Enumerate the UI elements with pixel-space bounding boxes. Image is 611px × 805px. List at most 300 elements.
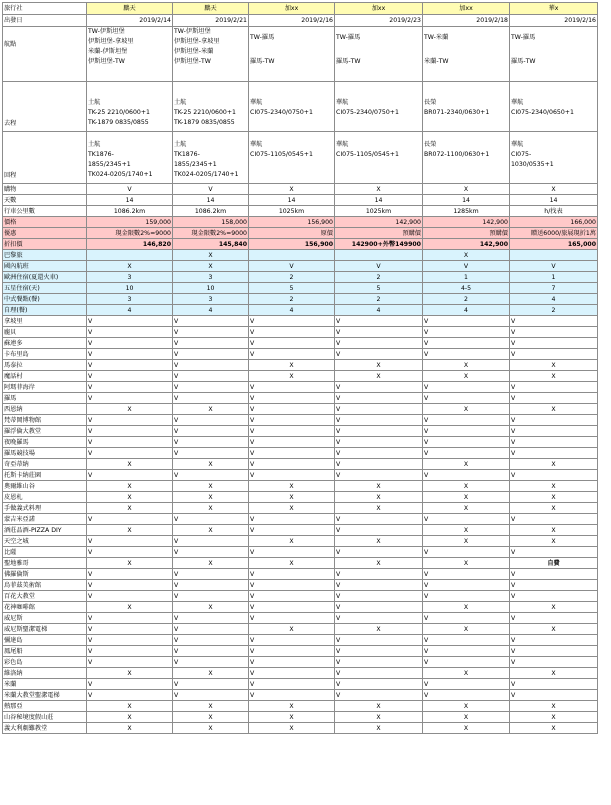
distance-cell: 1025km (335, 206, 423, 217)
attraction-mark: V (510, 547, 598, 558)
attraction-label: 龐貝 (3, 327, 87, 338)
attraction-mark: V (173, 547, 249, 558)
attraction-mark: X (423, 558, 510, 569)
stat-value: 4-5 (423, 283, 510, 294)
attraction-mark: X (249, 536, 335, 547)
attraction-mark: X (510, 404, 598, 415)
row-label-discount: 優惠 (3, 228, 87, 239)
attraction-mark: V (510, 613, 598, 624)
stat-value: 3 (87, 294, 173, 305)
price-cell: 142,900 (423, 217, 510, 228)
attraction-mark: V (173, 327, 249, 338)
flag-cell: V (173, 184, 249, 195)
attraction-mark: X (510, 668, 598, 679)
row-attraction (3, 646, 598, 657)
attraction-mark: V (510, 569, 598, 580)
outbound-line: 長榮 (424, 99, 437, 106)
attraction-mark: V (249, 547, 335, 558)
outbound-line: 土航 (174, 99, 187, 106)
flight-segment (336, 71, 421, 81)
row-attraction (3, 437, 598, 448)
flight-segment: 伊斯坦堡-拿坡里 (88, 38, 134, 45)
attraction-mark: V (510, 591, 598, 602)
row-attraction (3, 602, 598, 613)
attraction-mark: V (335, 338, 423, 349)
attraction-label: 天空之城 (3, 536, 87, 547)
attraction-mark: X (335, 503, 423, 514)
attraction-mark: V (335, 327, 423, 338)
attraction-mark: V (335, 580, 423, 591)
stat-value: X (173, 261, 249, 272)
final-price-cell: 142,900 (423, 239, 510, 250)
outbound-line: BR071-2340/0630+1 (424, 109, 490, 116)
flight-segment: 羅馬-TW (336, 58, 361, 65)
attraction-mark: X (423, 712, 510, 723)
return-line: 華航 (511, 141, 524, 148)
stat-label: 中式餐點(餐) (3, 294, 87, 305)
row-attraction (3, 668, 598, 679)
flight-segment: TW-羅馬 (250, 34, 275, 41)
attraction-mark: X (423, 668, 510, 679)
attraction-mark: V (423, 690, 510, 701)
row-attraction (3, 712, 598, 723)
row-flights (3, 27, 598, 82)
attraction-mark: X (249, 481, 335, 492)
attraction-mark: X (87, 525, 173, 536)
stat-value: 4 (173, 305, 249, 316)
stat-value: 1 (423, 272, 510, 283)
attraction-mark: V (249, 580, 335, 591)
row-attraction (3, 547, 598, 558)
attraction-mark: X (87, 701, 173, 712)
distance-cell: 1086.2km (173, 206, 249, 217)
row-attraction (3, 382, 598, 393)
attraction-mark: X (249, 492, 335, 503)
attraction-mark: X (510, 360, 598, 371)
attraction-mark: V (335, 404, 423, 415)
attraction-mark: X (510, 602, 598, 613)
attraction-mark: X (335, 536, 423, 547)
attraction-mark: V (423, 470, 510, 481)
row-attraction (3, 492, 598, 503)
row-attraction (3, 415, 598, 426)
return-line: 1855/2345+1 (174, 161, 217, 168)
attraction-mark: V (87, 371, 173, 382)
stat-value (87, 250, 173, 261)
stat-value: 3 (87, 272, 173, 283)
stat-value: 2 (335, 272, 423, 283)
attraction-mark: V (510, 580, 598, 591)
attraction-label: 手做義式料理 (3, 503, 87, 514)
attraction-mark: X (335, 360, 423, 371)
row-agency (3, 3, 598, 15)
attraction-mark: V (173, 382, 249, 393)
flag-cell: X (423, 184, 510, 195)
attraction-label: 羅浮倫大教堂 (3, 426, 87, 437)
row-stat (3, 294, 598, 305)
agency-cell: 加xx (335, 3, 423, 15)
attraction-mark: V (510, 437, 598, 448)
outbound-line: CI075-2340/0750+1 (336, 109, 399, 116)
discount-cell: 原價 (249, 228, 335, 239)
final-price-cell: 142900+外幣149900 (335, 239, 423, 250)
outbound-cell (510, 82, 598, 132)
attraction-mark: X (249, 360, 335, 371)
attraction-mark: V (173, 657, 249, 668)
agency-cell: 鵬天 (173, 3, 249, 15)
attraction-mark: V (335, 646, 423, 657)
days-cell: 14 (335, 195, 423, 206)
outbound-line: TK-25 2210/0600+1 (174, 109, 236, 116)
final-price-cell: 165,000 (510, 239, 598, 250)
attraction-mark: V (87, 360, 173, 371)
attraction-mark: V (173, 426, 249, 437)
return-line (250, 170, 333, 180)
attraction-mark: V (510, 635, 598, 646)
flights-cell (87, 27, 173, 82)
attraction-mark: V (87, 448, 173, 459)
row-attraction (3, 481, 598, 492)
stat-value: 2 (335, 294, 423, 305)
attraction-label: 阿瑪菲海岸 (3, 382, 87, 393)
flights-cell (335, 27, 423, 82)
row-label-days: 天數 (3, 195, 87, 206)
flag-cell: X (335, 184, 423, 195)
stat-value: X (173, 250, 249, 261)
attraction-mark: V (335, 657, 423, 668)
attraction-mark: V (335, 569, 423, 580)
row-attraction (3, 316, 598, 327)
return-line: 華航 (250, 141, 263, 148)
attraction-label: 西恩納 (3, 404, 87, 415)
attraction-mark: V (249, 338, 335, 349)
stat-value: 2 (249, 272, 335, 283)
stat-value: 2 (423, 294, 510, 305)
row-final-price (3, 239, 598, 250)
attraction-mark: V (423, 613, 510, 624)
attraction-mark: V (423, 426, 510, 437)
attraction-mark: X (87, 602, 173, 613)
departure-cell: 2019/2/16 (510, 15, 598, 27)
return-line: 土航 (174, 141, 187, 148)
agency-cell: 加xx (249, 3, 335, 15)
row-attraction (3, 679, 598, 690)
row-stat (3, 283, 598, 294)
attraction-mark: X (87, 558, 173, 569)
stat-value: X (87, 261, 173, 272)
attraction-mark: V (510, 657, 598, 668)
outbound-cell (173, 82, 249, 132)
flight-segment (250, 71, 333, 81)
flight-segment: 伊斯坦堡-TW (174, 58, 211, 65)
attraction-label: 蘇連多 (3, 338, 87, 349)
outbound-cell (249, 82, 335, 132)
attraction-mark: V (423, 338, 510, 349)
flag-cell: X (249, 184, 335, 195)
row-return (3, 132, 598, 184)
stat-value (335, 250, 423, 261)
row-attraction (3, 624, 598, 635)
attraction-mark: V (335, 470, 423, 481)
attraction-mark: V (87, 624, 173, 635)
attraction-mark: V (510, 338, 598, 349)
attraction-mark: V (510, 415, 598, 426)
stat-value: 4 (249, 305, 335, 316)
row-attraction (3, 371, 598, 382)
outbound-line (424, 118, 508, 128)
departure-cell: 2019/2/14 (87, 15, 173, 27)
departure-cell: 2019/2/16 (249, 15, 335, 27)
stat-value: V (423, 261, 510, 272)
attraction-mark: X (173, 558, 249, 569)
stat-value: 4 (87, 305, 173, 316)
attraction-label: 百花大教堂 (3, 591, 87, 602)
attraction-label: 烏菲茲美術館 (3, 580, 87, 591)
row-label-return: 回程 (3, 132, 87, 184)
attraction-mark: V (249, 514, 335, 525)
return-cell (335, 132, 423, 184)
attraction-mark: V (87, 646, 173, 657)
attraction-mark: V (173, 679, 249, 690)
attraction-mark: V (173, 415, 249, 426)
return-cell (249, 132, 335, 184)
comparison-table (2, 2, 598, 734)
attraction-mark: V (173, 613, 249, 624)
attraction-label: 鳳尾船 (3, 646, 87, 657)
attraction-mark: V (335, 635, 423, 646)
attraction-mark: V (173, 624, 249, 635)
attraction-mark: V (423, 327, 510, 338)
flight-segment (424, 71, 508, 81)
attraction-label: 羅馬競技場 (3, 448, 87, 459)
stat-value: X (423, 250, 510, 261)
return-cell (173, 132, 249, 184)
row-attraction (3, 327, 598, 338)
row-attraction (3, 393, 598, 404)
row-attraction (3, 569, 598, 580)
outbound-line: 土航 (88, 99, 101, 106)
row-attraction (3, 635, 598, 646)
stat-value: 10 (87, 283, 173, 294)
stat-value: 10 (173, 283, 249, 294)
attraction-mark: X (423, 371, 510, 382)
attraction-mark: V (510, 316, 598, 327)
attraction-mark: V (423, 514, 510, 525)
row-attraction (3, 536, 598, 547)
attraction-mark: V (87, 426, 173, 437)
days-cell: 14 (423, 195, 510, 206)
row-days (3, 195, 598, 206)
attraction-mark: V (423, 349, 510, 360)
row-price (3, 217, 598, 228)
return-line (336, 170, 421, 180)
return-line (424, 160, 508, 170)
attraction-mark: X (510, 459, 598, 470)
attraction-mark: X (87, 481, 173, 492)
stat-value: 3 (173, 272, 249, 283)
attraction-mark: V (173, 437, 249, 448)
attraction-label: 彌達島 (3, 635, 87, 646)
attraction-mark: V (335, 393, 423, 404)
attraction-mark: X (423, 525, 510, 536)
attraction-label: 梵蒂岡博物館 (3, 415, 87, 426)
flight-segment (511, 47, 596, 57)
attraction-mark: V (249, 613, 335, 624)
attraction-mark: V (249, 349, 335, 360)
row-attraction (3, 514, 598, 525)
attraction-mark: X (173, 503, 249, 514)
row-attraction (3, 470, 598, 481)
price-cell: 158,000 (173, 217, 249, 228)
flight-segment: TW-伊斯坦堡 (174, 28, 211, 35)
attraction-mark: X (173, 723, 249, 734)
row-label-distance: 行車公里數 (3, 206, 87, 217)
attraction-mark: X (173, 712, 249, 723)
flight-segment (424, 47, 508, 57)
return-line (511, 170, 596, 180)
agency-cell: 鵬天 (87, 3, 173, 15)
attraction-mark: V (249, 470, 335, 481)
attraction-mark: X (423, 503, 510, 514)
attraction-mark: V (335, 448, 423, 459)
attraction-mark: V (173, 646, 249, 657)
attraction-mark: V (87, 569, 173, 580)
attraction-mark: V (173, 371, 249, 382)
attraction-mark: X (87, 492, 173, 503)
attraction-mark: V (510, 393, 598, 404)
attraction-mark: V (173, 514, 249, 525)
attraction-mark: V (335, 679, 423, 690)
flag-cell: X (510, 184, 598, 195)
return-cell (423, 132, 510, 184)
outbound-line (250, 118, 333, 128)
stat-label: 自理(餐) (3, 305, 87, 316)
distance-cell: h/找表 (510, 206, 598, 217)
agency-cell: 華x (510, 3, 598, 15)
flight-segment: 伊斯坦堡-TW (88, 58, 125, 65)
discount-cell: 現金限數2%=9000 (173, 228, 249, 239)
attraction-mark: V (423, 316, 510, 327)
attraction-mark: V (173, 536, 249, 547)
outbound-cell (87, 82, 173, 132)
row-label-flights: 航點 (3, 27, 87, 82)
discount-cell: 預購價 (423, 228, 510, 239)
attraction-mark: V (510, 679, 598, 690)
attraction-label: 比薩 (3, 547, 87, 558)
row-attraction (3, 558, 598, 569)
attraction-mark: X (423, 404, 510, 415)
outbound-line: TK-25 2210/0600+1 (88, 109, 150, 116)
attraction-mark: V (335, 602, 423, 613)
stat-label: 歐洲住宿(夏還火車) (3, 272, 87, 283)
attraction-mark: X (335, 701, 423, 712)
stat-value: 2 (510, 305, 598, 316)
departure-cell: 2019/2/18 (423, 15, 510, 27)
attraction-mark: V (173, 349, 249, 360)
attraction-mark: X (335, 712, 423, 723)
attraction-label: 酒莊品酒-PIZZA DIY (3, 525, 87, 536)
attraction-mark: V (335, 426, 423, 437)
attraction-label: 蒙吉米亞諾 (3, 514, 87, 525)
return-cell (510, 132, 598, 184)
attraction-mark: V (249, 569, 335, 580)
attraction-mark: V (173, 393, 249, 404)
attraction-mark: V (249, 668, 335, 679)
attraction-mark: V (423, 448, 510, 459)
flight-segment: 米蘭-TW (424, 58, 449, 65)
final-price-cell: 156,900 (249, 239, 335, 250)
attraction-mark: X (173, 701, 249, 712)
attraction-label: 拿坡里 (3, 316, 87, 327)
attraction-mark: V (335, 459, 423, 470)
row-label-price: 價格 (3, 217, 87, 228)
row-departure (3, 15, 598, 27)
return-line (336, 160, 421, 170)
attraction-mark: V (173, 470, 249, 481)
flight-segment: TW-羅馬 (336, 34, 361, 41)
row-attraction (3, 459, 598, 470)
attraction-mark: V (87, 635, 173, 646)
row-stat (3, 305, 598, 316)
attraction-mark: V (335, 514, 423, 525)
stat-value: 4 (335, 305, 423, 316)
outbound-line: TK-1879 0835/0855 (88, 119, 149, 126)
flag-cell: V (87, 184, 173, 195)
attraction-mark: X (510, 723, 598, 734)
attraction-mark: X (510, 481, 598, 492)
stat-value: 4 (510, 294, 598, 305)
attraction-label: 熱那亞 (3, 701, 87, 712)
attraction-label: 義大利劇難教堂 (3, 723, 87, 734)
final-price-cell: 145,840 (173, 239, 249, 250)
price-cell: 142,900 (335, 217, 423, 228)
row-distance (3, 206, 598, 217)
stat-value: 3 (173, 294, 249, 305)
attraction-mark: V (335, 382, 423, 393)
attraction-mark: V (510, 690, 598, 701)
attraction-mark: X (335, 481, 423, 492)
attraction-mark: V (510, 514, 598, 525)
stat-value (249, 250, 335, 261)
flight-segment: 米蘭-伊斯坦堡 (88, 48, 128, 55)
attraction-mark: V (87, 657, 173, 668)
attraction-mark: X (423, 723, 510, 734)
attraction-mark: X (423, 481, 510, 492)
row-label-final-price: 折扣價 (3, 239, 87, 250)
attraction-mark: V (510, 426, 598, 437)
attraction-mark: V (423, 591, 510, 602)
attraction-mark: X (510, 503, 598, 514)
flight-segment: 伊斯坦堡-米蘭 (174, 48, 214, 55)
return-line: CI075-1105/0545+1 (250, 151, 313, 158)
attraction-mark: V (335, 591, 423, 602)
attraction-label: 聖地雅哥 (3, 558, 87, 569)
attraction-mark: X (335, 723, 423, 734)
attraction-mark: X (173, 525, 249, 536)
flight-segment: TW-伊斯坦堡 (88, 28, 125, 35)
agency-cell: 加xx (423, 3, 510, 15)
return-line: CI075- (511, 151, 532, 158)
attraction-label: 奧爾維山谷 (3, 481, 87, 492)
attraction-mark: X (87, 723, 173, 734)
attraction-mark: X (249, 701, 335, 712)
attraction-mark: V (173, 635, 249, 646)
price-cell: 159,000 (87, 217, 173, 228)
attraction-mark: V (510, 327, 598, 338)
attraction-mark: X (87, 459, 173, 470)
flights-cell (423, 27, 510, 82)
days-cell: 14 (510, 195, 598, 206)
